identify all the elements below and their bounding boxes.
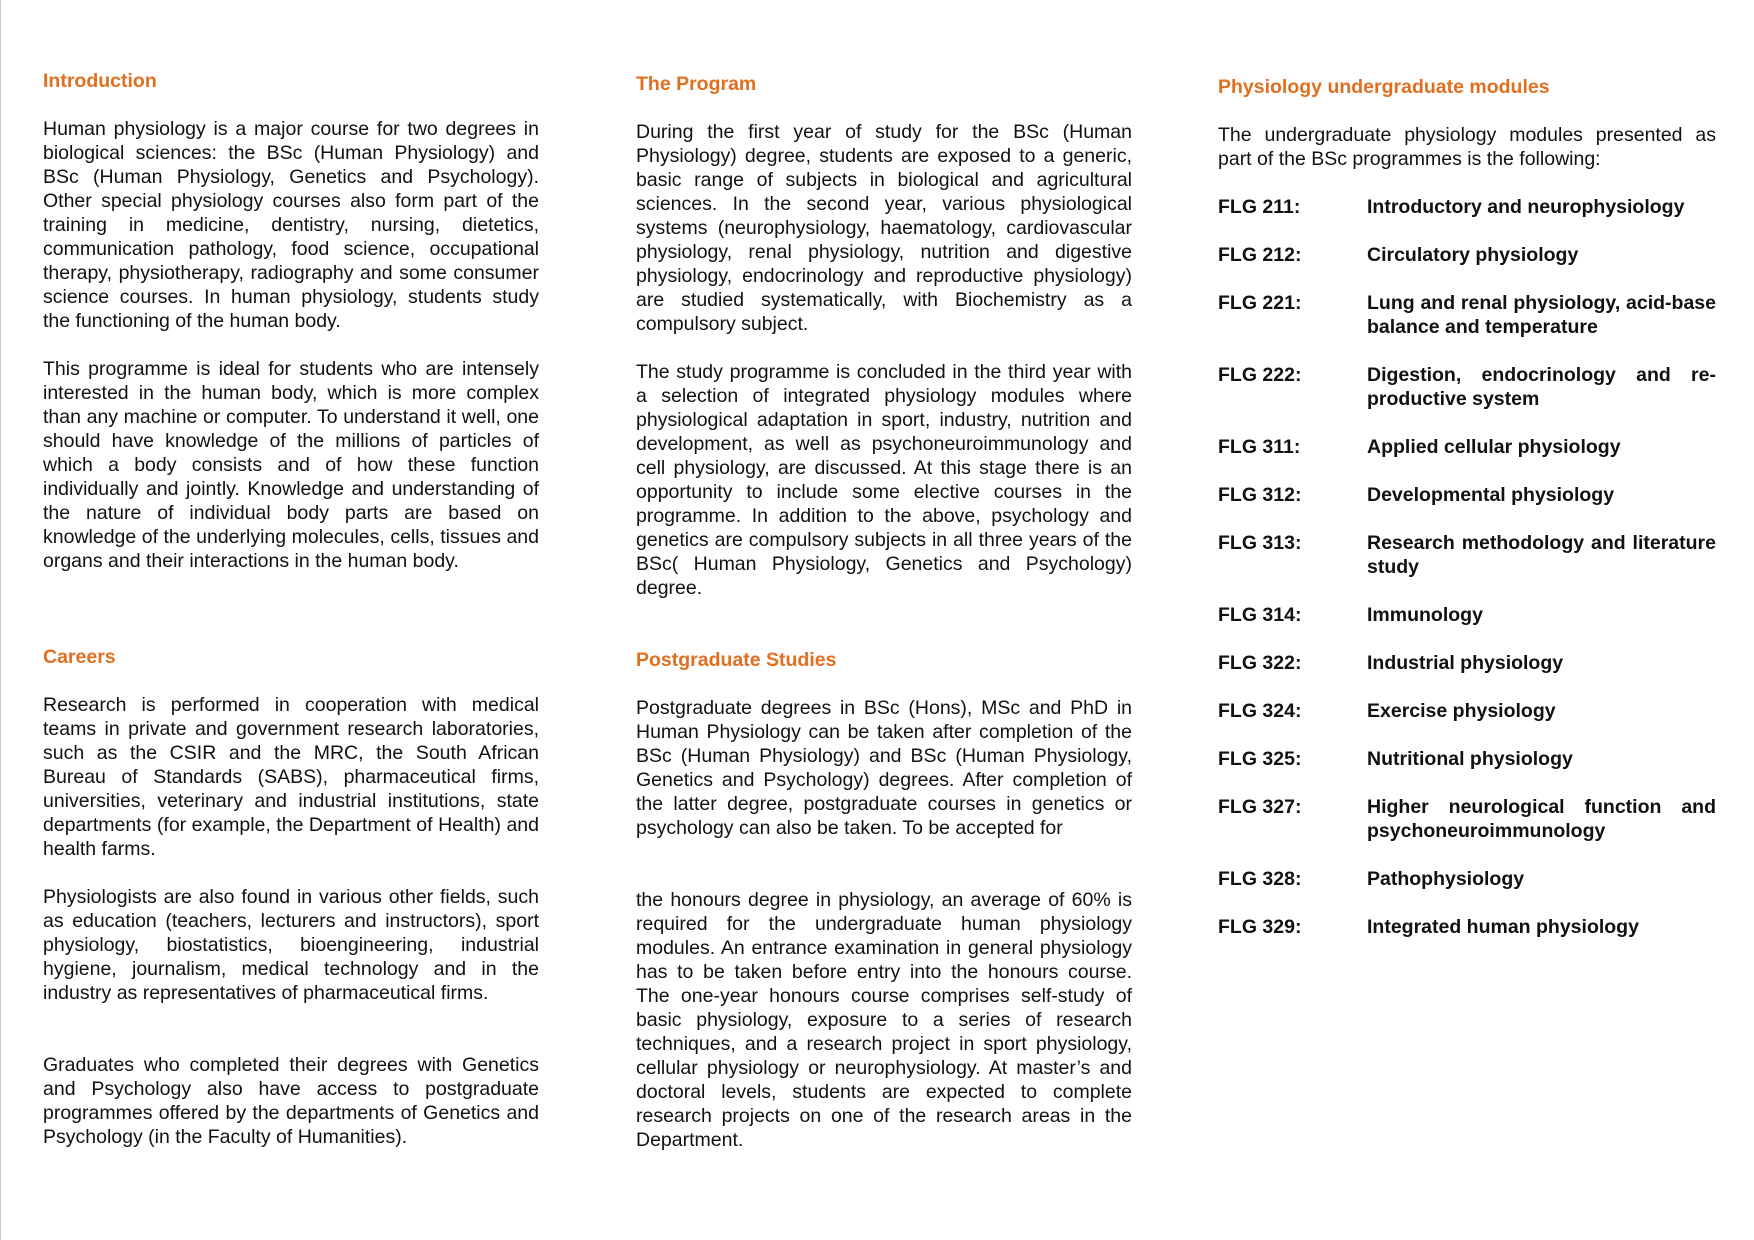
careers-paragraph-3: Graduates who completed their degrees with Genetics and Psychology also have access to postgraduate programmes offered by the departments of Genetics and Psychology (in the Faculty of Humanities). (43, 1054, 539, 1148)
postgraduate-paragraph-1: Postgraduate degrees in BSc (Hons), MSc and PhD in Human Physiology can be taken after completion of the BSc (Human Physiology) and BSc (Human Physiology, Genetics and Psychology) degrees. After completion of the latter degree, postgraduate courses in genetics or psychology can also be taken. To be accepted for (636, 697, 1132, 839)
module-code: FLG 221: (1218, 292, 1302, 314)
module-code: FLG 329: (1218, 916, 1302, 938)
program-paragraph-1: During the first year of study for the BSc (Human Physiology) degree, students are exposed to a generic, basic range of subjects in biological and agricultural sciences. In the second year, various physiological systems (neurophysiology, haematology, cardiovascular physiology, renal physiology, nutrition and digestive physiology, endocrinology and reproductive physiology) are studied systematically, with Biochemistry as a compulsory subject. (636, 121, 1132, 335)
module-code: FLG 211: (1218, 196, 1301, 218)
module-code: FLG 325: (1218, 748, 1302, 770)
modules-intro: The undergraduate physiology modules presented as part of the BSc programmes is the following: (1218, 124, 1716, 170)
module-title: Lung and renal physiology, acid-base balance and temperature (1367, 292, 1716, 338)
module-code: FLG 328: (1218, 868, 1302, 890)
module-title: Pathophysiology (1367, 868, 1525, 890)
module-title: Industrial physiology (1367, 652, 1564, 674)
introduction-heading: Introduction (43, 70, 157, 92)
module-title: Integrated human physiology (1367, 916, 1639, 938)
page-edge-line (0, 0, 1, 1240)
introduction-paragraph-2: This programme is ideal for students who are intensely interested in the human body, which is more complex than any machine or computer. To understand it well, one should have knowledge of the millions of particles of which a body consists and of how these function individually and jointly. Knowledge and understanding of the nature of individual body parts are based on knowledge of the underlying molecules, cells, tissues and organs and their interactions in the human body. (43, 358, 539, 572)
careers-heading: Careers (43, 646, 116, 668)
module-title: Exercise physiology (1367, 700, 1556, 722)
module-code: FLG 324: (1218, 700, 1302, 722)
module-code: FLG 311: (1218, 436, 1301, 458)
postgraduate-paragraph-2: the honours degree in physiology, an average of 60% is required for the undergraduate human physiology modules. An entrance examination in general physiology has to be taken before entry into the honours course. The one-year honours course comprises self-study of basic physiology, exposure to a series of research techniques, and a research project in sport physiology, cellular physiology or neurophysiology. At master’s and doctoral levels, students are expected to complete research projects on one of the research areas in the Department. (636, 889, 1132, 1151)
modules-heading: Physiology undergraduate modules (1218, 76, 1550, 98)
introduction-paragraph-1: Human physiology is a major course for two degrees in biological sciences: the BSc (Human Physiology) and BSc (Human Physiology, Genetics and Psychology). Other special physiology courses also form part of the training in medicine, dentistry, nursing, dietetics, communication pathology, food science, occupational therapy, physiotherapy, radiography and some consumer science courses. In human physiology, students study the functioning of the human body. (43, 118, 539, 332)
module-code: FLG 312: (1218, 484, 1302, 506)
module-code: FLG 314: (1218, 604, 1302, 626)
module-title: Immunology (1367, 604, 1483, 626)
module-code: FLG 313: (1218, 532, 1302, 554)
module-code: FLG 222: (1218, 364, 1302, 386)
module-code: FLG 322: (1218, 652, 1302, 674)
program-heading: The Program (636, 73, 757, 95)
module-code: FLG 327: (1218, 796, 1302, 818)
module-title: Nutritional physiology (1367, 748, 1573, 770)
module-title: Circulatory physiology (1367, 244, 1579, 266)
module-code: FLG 212: (1218, 244, 1302, 266)
module-title: Higher neurological function and psychoneuroimmunology (1367, 796, 1716, 842)
program-paragraph-2: The study programme is concluded in the third year with a selection of integrated physiology modules where physiological adaptation in sport, industry, nutrition and development, as well as psychoneuroimmunology and cell physiology, are discussed. At this stage there is an opportunity to include some elective courses in the programme. In addition to the above, psychology and genetics are compulsory subjects in all three years of the BSc( Human Physiology, Genetics and Psychology) degree. (636, 361, 1132, 599)
careers-paragraph-1: Research is performed in cooperation with medical teams in private and government research laboratories, such as the CSIR and the MRC, the South African Bureau of Standards (SABS), pharmaceutical firms, universities, veterinary and industrial institutions, state departments (for example, the Department of Health) and health farms. (43, 694, 539, 860)
careers-paragraph-2: Physiologists are also found in various other fields, such as education (teachers, lecturers and instructors), sport physiology, biostatistics, bioengineering, industrial hygiene, journalism, medical technology and in the industry as representatives of pharmaceutical firms. (43, 886, 539, 1004)
module-title: Applied cellular physiology (1367, 436, 1621, 458)
module-title: Developmental physiology (1367, 484, 1615, 506)
module-title: Research methodology and literature study (1367, 532, 1716, 578)
module-title: Digestion, endocrinology and reproductive system (1367, 364, 1716, 410)
module-title: Introductory and neurophysiology (1367, 196, 1685, 218)
postgraduate-heading: Postgraduate Studies (636, 649, 837, 671)
